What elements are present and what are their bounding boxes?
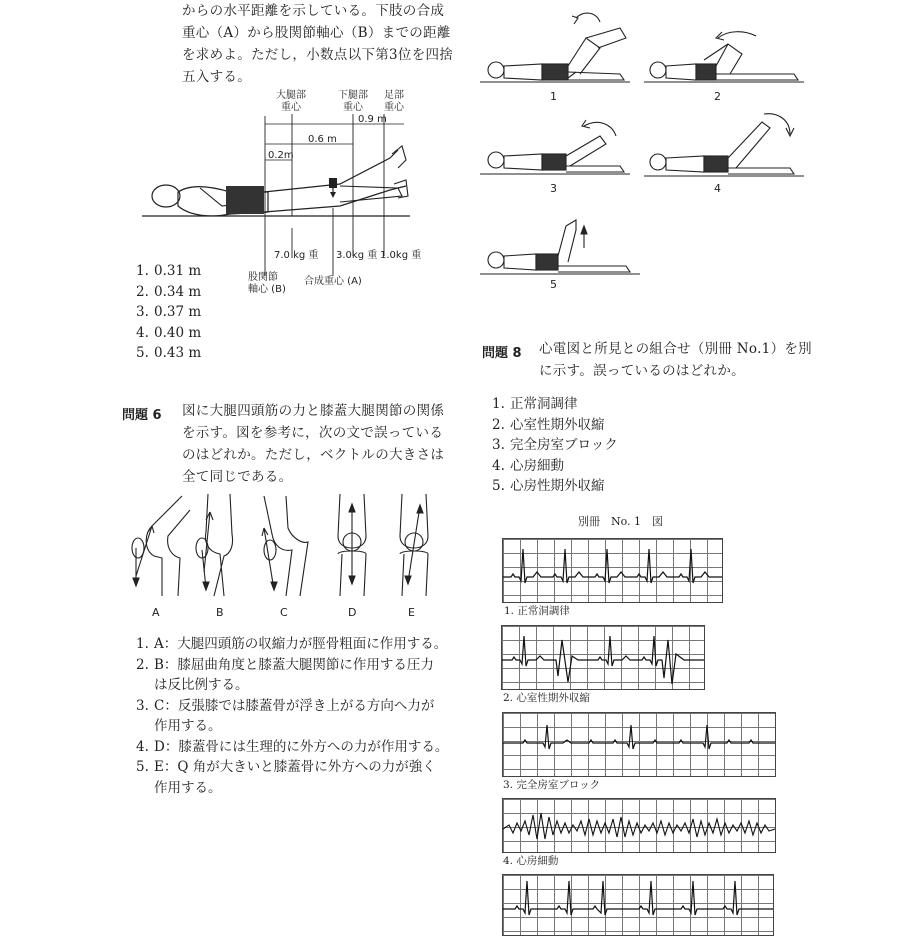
ecg-caption-2: 2. 心室性期外収縮: [503, 692, 590, 704]
q6-text: 図に大腿四頭筋の力と膝蓋大腿関節の関係 を示す。図を参考に，次の文で誤っている のはどれか。ただし，ベクトルの大きさは 全て同じである。: [182, 403, 445, 485]
knee-label-a: A: [152, 606, 160, 619]
dimension-0-9m: 0.9 m: [358, 114, 387, 125]
knee-label-e: E: [408, 606, 415, 619]
q8-text: 心電図と所見との組合せ（別冊 No.1）を別 に示す。誤っているのはどれか。: [539, 341, 812, 379]
exercise-figure-3: [480, 108, 650, 208]
q6-heading: 問題 6: [122, 408, 162, 423]
knee-label-c: C: [280, 606, 288, 619]
exercise-number-3: 3: [550, 182, 557, 195]
q8-option[interactable]: 2. 心室性期外収縮: [492, 416, 605, 433]
q8-option[interactable]: 1. 正常洞調律: [492, 396, 578, 412]
exercise-number-5: 5: [550, 278, 557, 291]
q5-option[interactable]: 4. 0.40 m: [136, 324, 202, 341]
q6-options: [136, 634, 448, 798]
ecg-caption-1: 1. 正常洞調律: [504, 605, 570, 617]
weight-lower-leg: 3.0kg 重: [336, 250, 378, 261]
q5-line: からの水平距離を示している。下肢の合成: [182, 3, 445, 19]
ecg-caption-4: 4. 心房細動: [503, 855, 559, 867]
ecg-caption-3: 3. 完全房室ブロック: [503, 779, 601, 791]
q5-option[interactable]: 1. 0.31 m: [136, 263, 202, 279]
q5-text: [182, 0, 453, 88]
q8-option[interactable]: 5. 心房性期外収縮: [492, 478, 605, 494]
label-foot-cog: 足部 重心: [384, 90, 404, 113]
q6-option[interactable]: 4. D：膝蓋骨には生理的に外方への力が作用する。: [136, 738, 449, 755]
q5-line: を求めよ。ただし，小数点以下第3位を四捨: [182, 47, 454, 63]
exercise-figure-5: [480, 206, 650, 296]
q5-line: 重心（A）から股関節軸心（B）までの距離: [182, 25, 451, 41]
knee-label-b: B: [216, 606, 224, 619]
q5-line: 五入する。: [182, 69, 251, 85]
exercise-figure-2: [644, 8, 814, 108]
exercise-number-2: 2: [714, 90, 721, 103]
ecg-strip-4: [502, 798, 776, 853]
q5-options: [136, 261, 201, 364]
knee-label-d: D: [348, 606, 357, 619]
q6-option[interactable]: 5. E：Q 角が大きいと膝蓋骨に外方への力が強く 作用する。: [136, 759, 436, 796]
q8-heading: 問題 8: [482, 346, 522, 361]
label-combined-cog: 合成重心 (A): [304, 276, 362, 287]
ecg-strip-2: [501, 625, 705, 690]
weight-foot: 1.0kg 重: [380, 250, 422, 261]
label-lower-leg-cog: 下腿部 重心: [338, 90, 368, 113]
weight-thigh: 7.0 kg 重: [274, 250, 319, 261]
q5-option[interactable]: 2. 0.34 m: [136, 283, 202, 300]
dimension-0-2m: 0.2m: [268, 150, 294, 161]
exercise-figure-4: [644, 108, 814, 208]
q6-option[interactable]: 3. C：反張膝では膝蓋骨が浮き上がる方向へ力が 作用する。: [136, 697, 435, 734]
ecg-strip-3: [502, 712, 776, 777]
dimension-0-6m: 0.6 m: [308, 134, 337, 145]
q6-knee-figure: [122, 492, 442, 622]
ecg-strip-1: [502, 538, 723, 603]
q6-option[interactable]: 1. A：大腿四頭筋の収縮力が脛骨粗面に作用する。: [136, 636, 448, 652]
exercise-figure-1: [480, 8, 650, 108]
q5-option[interactable]: 5. 0.43 m: [136, 345, 202, 361]
appendix-title: 別冊 No. 1 図: [578, 515, 664, 528]
knee-diagrams: [122, 492, 442, 602]
exercise-number-1: 1: [550, 90, 557, 103]
ecg-strip-5: [502, 874, 774, 936]
q8-options: [492, 394, 618, 497]
exercise-number-4: 4: [714, 182, 721, 195]
label-hip-axis: 股関節 軸心 (B): [248, 272, 286, 295]
q6-option[interactable]: 2. B：膝屈曲角度と膝蓋大腿関節に作用する圧力 は反比例する。: [136, 656, 434, 693]
q8-option[interactable]: 4. 心房細動: [492, 457, 564, 474]
label-thigh-cog: 大腿部 重心: [276, 90, 306, 113]
q8-option[interactable]: 3. 完全房室ブロック: [492, 437, 618, 453]
q5-option[interactable]: 3. 0.37 m: [136, 304, 202, 320]
